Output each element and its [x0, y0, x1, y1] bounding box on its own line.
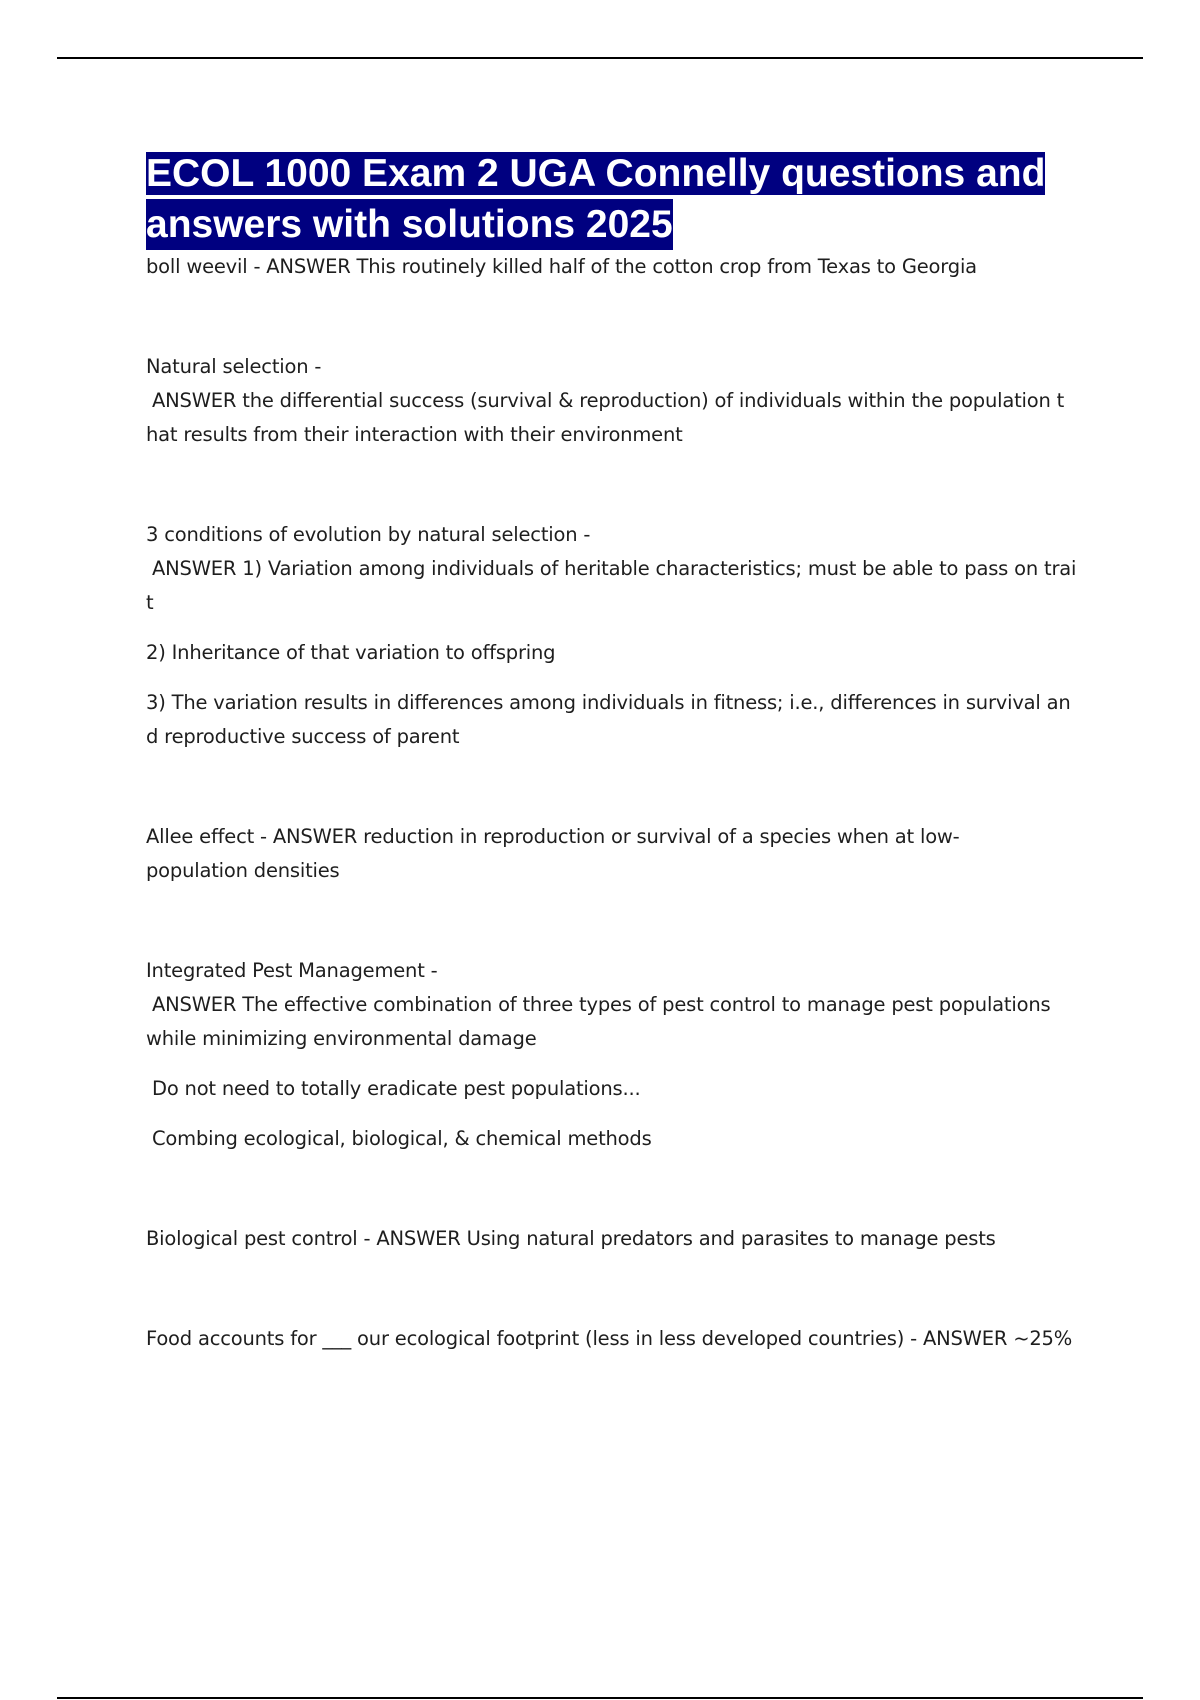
entry-text: Biological pest control - ANSWER Using natural predators and parasites to manage pests — [146, 1227, 996, 1250]
entry-paragraph: Do not need to totally eradicate pest populations... — [146, 1077, 641, 1100]
entry-answer: ANSWER The effective combination of three types of pest control to manage pest populations — [146, 993, 1051, 1016]
entry-text: boll weevil - ANSWER This routinely killed half of the cotton crop from Texas to Georgia — [146, 255, 977, 278]
entry-answer: ANSWER the differential success (survival & reproduction) of individuals within the population t — [146, 389, 1065, 412]
document-title — [146, 148, 1096, 250]
entry-allee-effect — [146, 820, 1096, 888]
entry-boll-weevil — [146, 250, 1096, 284]
entry-question: Integrated Pest Management - — [146, 959, 438, 982]
entry-answer-cont: while minimizing environmental damage — [146, 1027, 537, 1050]
entry-paragraph-cont: d reproductive success of parent — [146, 725, 460, 748]
entry-text: Allee effect - ANSWER reduction in reproduction or survival of a species when at low- — [146, 825, 960, 848]
entry-paragraph: 3) The variation results in differences among individuals in fitness; i.e., differences in survival an — [146, 691, 1071, 714]
entry-answer: ANSWER 1) Variation among individuals of heritable characteristics; must be able to pass on trai — [146, 557, 1077, 580]
entry-food-footprint — [146, 1322, 1096, 1356]
entry-conditions — [146, 518, 1096, 754]
entry-text: Food accounts for ___ our ecological footprint (less in less developed countries) - ANSWER ~25% — [146, 1327, 1073, 1350]
entry-text-cont: population densities — [146, 859, 340, 882]
bottom-rule — [57, 1697, 1143, 1699]
entry-integrated-pest-management — [146, 954, 1096, 1156]
entry-paragraph: 2) Inheritance of that variation to offspring — [146, 641, 556, 664]
entry-answer-cont: t — [146, 591, 154, 614]
entry-paragraph: Combing ecological, biological, & chemical methods — [146, 1127, 652, 1150]
entry-biological-pest-control — [146, 1222, 1096, 1256]
entry-answer-cont: hat results from their interaction with their environment — [146, 423, 683, 446]
entry-natural-selection — [146, 350, 1096, 452]
entry-question: 3 conditions of evolution by natural selection - — [146, 523, 591, 546]
top-rule — [57, 57, 1143, 59]
title-line-1: ECOL 1000 Exam 2 UGA Connelly questions and — [146, 152, 1046, 195]
document-body — [146, 148, 1096, 1356]
entry-question: Natural selection - — [146, 355, 322, 378]
title-line-2: answers with solutions 2025 — [146, 199, 673, 250]
